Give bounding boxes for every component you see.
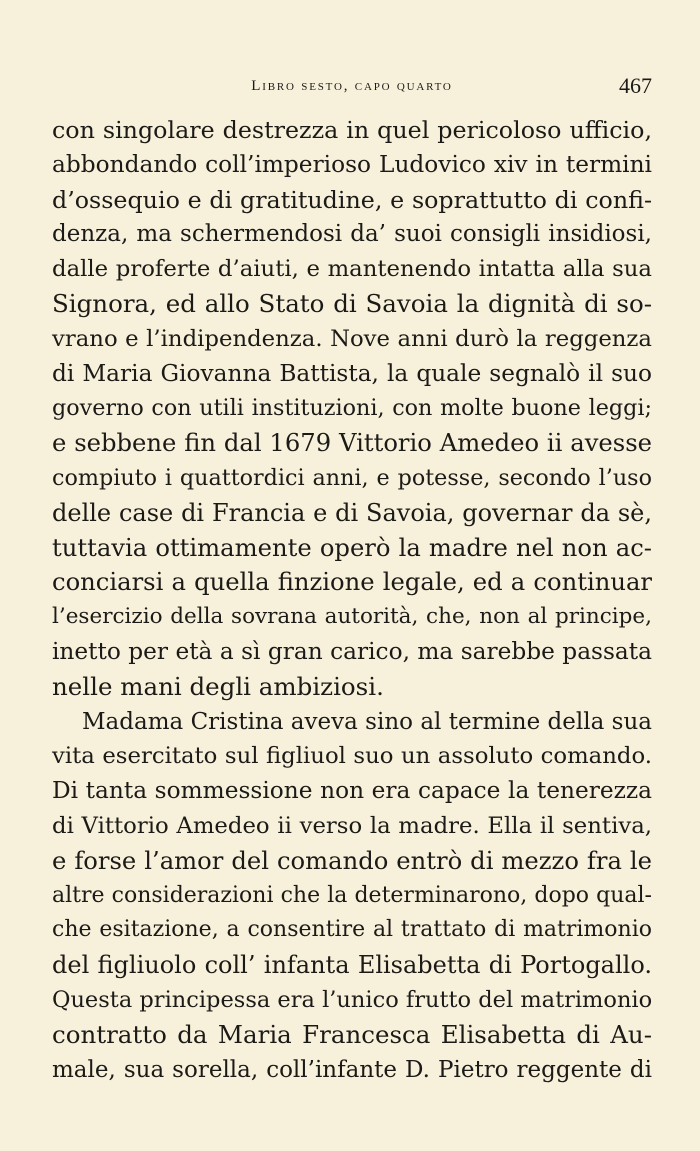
text-line: con singolare destrezza in quel pericoloso ufficio, <box>52 116 652 144</box>
text-line: e sebbene fin dal 1679 Vittorio Amedeo ii avesse <box>52 428 652 458</box>
text-line: abbondando coll’imperioso Ludovico xiv in termini <box>52 150 652 178</box>
text-line: male, sua sorella, coll’infante D. Pietro reggente di <box>52 1056 652 1083</box>
text-line: vita esercitato sul figliuol suo un assoluto comando. <box>52 743 652 770</box>
text-line: altre considerazioni che la determinarono, dopo qual- <box>52 882 652 908</box>
text-line: denza, ma schermendosi da’ suoi consigli insidiosi, <box>52 221 652 248</box>
text-line: vrano e l’indipendenza. Nove anni durò la reggenza <box>52 325 652 352</box>
text-line: che esitazione, a consentire al trattato di matrimonio <box>52 917 652 943</box>
text-line: del figliuolo coll’ infanta Elisabetta di Portogallo. <box>52 951 652 980</box>
text-line: e forse l’amor del comando entrò di mezzo fra le <box>52 845 652 875</box>
text-line: conciarsi a quella finzione legale, ed a continuar <box>52 567 652 597</box>
text-line: d’ossequio e di gratitudine, e soprattutto di confi- <box>52 185 652 214</box>
text-line: tuttavia ottimamente operò la madre nel non ac- <box>52 532 652 562</box>
text-line: Questa principessa era l’unico frutto del matrimonio <box>52 986 653 1013</box>
text-line: compiuto i quattordici anni, e potesse, secondo l’uso <box>52 464 652 491</box>
text-line: Di tanta sommessione non era capace la tenerezza <box>52 777 652 805</box>
paragraph-end-line: nelle mani degli ambiziosi. <box>52 671 384 701</box>
text-line: di Maria Giovanna Battista, la quale segnalò il suo <box>52 359 652 387</box>
text-line: dalle proferte d’aiuti, e mantenendo intatta alla sua <box>52 256 652 283</box>
text-line: inetto per età a sì gran carico, ma sarebbe passata <box>52 637 652 665</box>
text-line: contratto da Maria Francesca Elisabetta di Au- <box>52 1019 652 1049</box>
text-line: di Vittorio Amedeo ii verso la madre. Ella il sentiva, <box>52 812 652 839</box>
text-line: Signora, ed allo Stato di Savoia la dignità di so- <box>52 288 652 318</box>
running-title: Libro sesto, capo quarto <box>251 78 453 94</box>
running-head <box>52 72 652 100</box>
paragraph-start-line: Madama Cristina aveva sino al termine della sua <box>82 708 652 735</box>
page-number: 467 <box>619 73 652 98</box>
text-line: l’esercizio della sovrana autorità, che, non al principe, <box>52 604 652 630</box>
text-line: governo con utili instituzioni, con molte buone leggi; <box>52 395 652 422</box>
body-text <box>52 113 652 1087</box>
text-line: delle case di Francia e di Savoia, governar da sè, <box>52 498 652 527</box>
